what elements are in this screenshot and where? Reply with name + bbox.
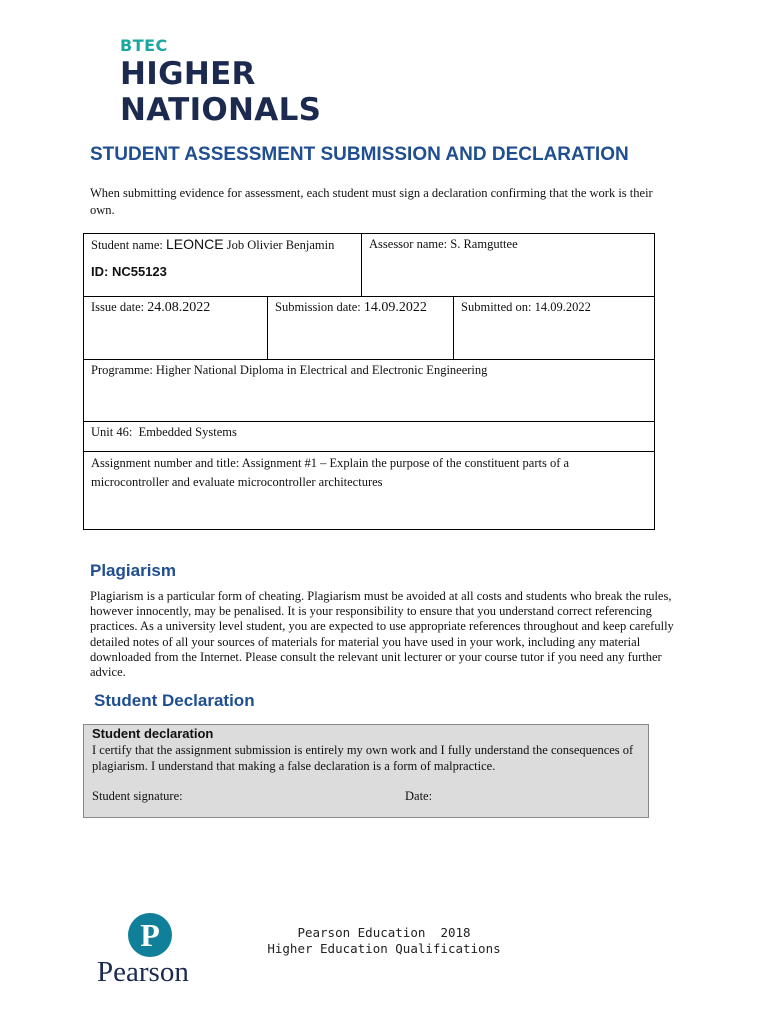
student-surname: LEONCE <box>166 236 224 252</box>
submitted-on-value: 14.09.2022 <box>534 300 591 314</box>
assignment-value: Assignment #1 – Explain the purpose of the constituent parts of a microcontroller and evaluate microcontroller architectures <box>91 456 570 489</box>
unit-cell <box>84 422 655 452</box>
footer-line-1: Pearson Education 2018 <box>297 925 471 940</box>
unit-value: Embedded Systems <box>138 425 237 439</box>
submission-info-table <box>83 233 655 530</box>
submission-date-label: Submission date: <box>275 300 364 314</box>
unit-label: Unit 46: <box>91 425 139 439</box>
student-declaration-heading: Student Declaration <box>94 691 255 710</box>
logo-line-higher: HIGHER <box>120 56 256 92</box>
date-label: Date: <box>405 789 433 803</box>
footer-text <box>250 925 518 957</box>
assignment-cell <box>84 452 655 530</box>
issue-date-cell <box>84 297 268 360</box>
submission-date-cell <box>268 297 454 360</box>
pearson-wordmark: Pearson <box>97 956 189 988</box>
issue-date-label: Issue date: <box>91 300 148 314</box>
assessor-cell <box>362 234 655 297</box>
assessor-label: Assessor name: <box>369 237 451 251</box>
assignment-label: Assignment number and title: <box>91 456 242 470</box>
declaration-box-heading: Student declaration <box>92 726 214 741</box>
logo-line-nationals: NATIONALS <box>120 92 322 128</box>
signature-label: Student signature: <box>92 789 183 803</box>
pearson-circle-icon <box>128 913 172 957</box>
signature-row <box>92 788 640 808</box>
programme-value: Higher National Diploma in Electrical and Electronic Engineering <box>155 363 488 377</box>
programme-label: Programme: <box>91 363 156 377</box>
pearson-logo-icon <box>128 913 172 957</box>
programme-cell <box>84 360 655 422</box>
declaration-box <box>83 724 649 818</box>
plagiarism-heading: Plagiarism <box>90 561 176 580</box>
student-name-line <box>91 236 354 254</box>
higher-nationals-logo <box>120 56 321 128</box>
student-given-names: Job Olivier Benjamin <box>223 238 335 252</box>
btec-logo-text: BTEC <box>120 36 168 55</box>
svg-text:P: P <box>140 917 160 953</box>
student-name-label: Student name: <box>91 238 166 252</box>
page-title: STUDENT ASSESSMENT SUBMISSION AND DECLARATION <box>90 144 629 165</box>
student-id: ID: NC55123 <box>91 264 167 279</box>
issue-date-value: 24.08.2022 <box>147 300 211 315</box>
plagiarism-paragraph: Plagiarism is a particular form of cheating. Plagiarism must be avoided at all costs and students who break the rules, however innocently, may be penalised. It is your responsibility to ensure that you understand correct referencing practices. As a university level student, you are expected to use appropriate references throughout and keep carefully detailed notes of all your sources of materials for material you have used in your work, including any material downloaded from the Internet. Please consult the relevant unit lecturer or your course tutor if you need any further advice. <box>90 589 674 680</box>
submission-date-value: 14.09.2022 <box>363 300 427 315</box>
student-name-cell <box>84 234 362 297</box>
footer-line-2: Higher Education Qualifications <box>267 941 501 956</box>
declaration-text: I certify that the assignment submission is entirely my own work and I fully understand the consequences of plagiarism. I understand that making a false declaration is a form of malpractice. <box>92 743 634 773</box>
intro-paragraph: When submitting evidence for assessment, each student must sign a declaration confirming that the work is their own. <box>90 186 653 217</box>
submitted-on-cell <box>454 297 655 360</box>
submitted-on-label: Submitted on: <box>461 300 535 314</box>
assessor-value: S. Ramguttee <box>450 237 518 251</box>
